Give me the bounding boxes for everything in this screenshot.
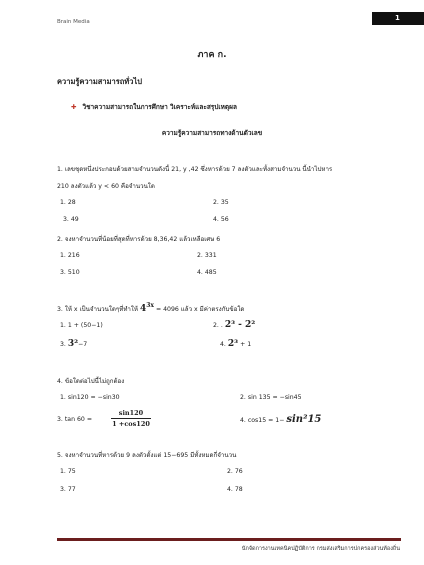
q3-option-3: 3. 3²−7 [60,339,88,349]
q1-option-2: 2. 35 [213,199,229,206]
q3-text-post: = 4096 แล้ว x มีค่าตรงกับข้อใด [155,306,245,313]
q3-option-1: 1. 1 + (50−1) [60,322,103,329]
part-title: ภาค ก. [197,50,227,60]
fraction-denominator: 1 +cos120 [112,420,150,428]
q3-text-pre: 3. ให้ x เป็นจำนวนใดๆที่ทำให้ [57,306,138,313]
q3-power-expression: $4^{3x}$ [139,302,154,314]
fraction-numerator: sin120 [111,409,151,419]
subject-heading [71,102,237,112]
q5-option-4: 4. 78 [227,486,243,493]
q5-option-3: 3. 77 [60,486,76,493]
q1-text-line2: 210 ลงตัวแล้ว y < 60 คือจำนวนใด [57,183,155,190]
q5-option-2: 2. 76 [227,468,243,475]
q3-option-4: 4. 2³ + 1 [220,339,252,349]
section-title: ความรู้ความสามารถทั่วไป [57,77,142,86]
q1-text-line1: 1. เลขชุดหนึ่งประกอบด้วยสามจำนวนดังนี้ 21, y ,42 ซึ่งหารด้วย 7 ลงตัวและทั้งสามจำนวน นี้นำไปหาร [57,166,333,173]
footer-text: นักจัดการงานเทคนิคปฏิบัติการ กรมส่งเสริมการปกครองส่วนท้องถิ่น [241,546,400,552]
q1-option-4: 4. 56 [213,216,229,223]
q4-option-1: 1. sin120 = −sin30 [60,394,120,401]
q5-text: 5. จงหาจำนวนที่หารด้วย 9 ลงตัวตั้งแต่ 15−695 มีทั้งหมดกี่จำนวน [57,452,237,459]
subsection-title: ความรู้ความสามารถทางด้านตัวเลข [161,129,263,137]
q5-option-1: 1. 75 [60,468,76,475]
q4-option-2: 2. sin 135 = −sin45 [240,394,302,401]
q4-option-3-label: 3. tan 60 = [57,416,93,423]
q2-option-3: 3. 510 [60,269,80,276]
q3-option-2: 2. . 2³ - 2² [213,320,256,330]
subject-text: วิชาความสามารถในการศึกษา วิเคราะห์และสรุปเหตุผล [82,103,237,111]
q1-option-3: 3. 49 [63,216,79,223]
q2-option-4: 4. 485 [197,269,217,276]
pin-bullet-icon: ✚ [71,103,77,111]
footer-divider [57,538,401,541]
q2-option-1: 1. 216 [60,252,80,259]
q2-option-2: 2. 331 [197,252,217,259]
q4-text: 4. ข้อใดต่อไปนี้ไม่ถูกต้อง [57,378,125,385]
q3-text [57,302,244,314]
publisher-label: Brain Media [57,19,90,25]
q4-option-3-fraction [111,409,151,428]
q1-option-1: 1. 28 [60,199,76,206]
q2-text: 2. จงหาจำนวนที่น้อยที่สุดที่หารด้วย 8,36,42 แล้วเหลือเศษ 6 [57,236,221,243]
q4-option-4: 4. cos15 = 1− sin²15 [240,414,322,425]
page-number: 1 [395,14,400,22]
